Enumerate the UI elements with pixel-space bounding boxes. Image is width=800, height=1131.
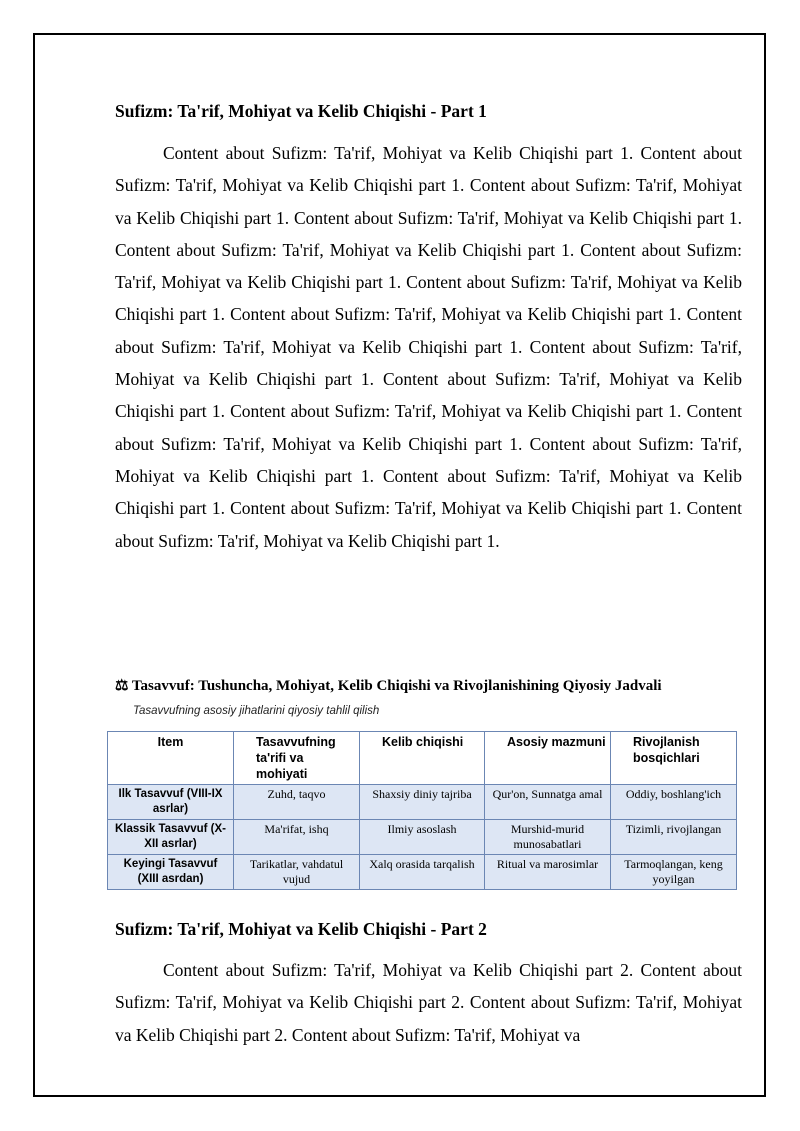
table-cell: Ma'rifat, ishq [234, 820, 360, 855]
table-cell: Oddiy, boshlang'ich [611, 785, 737, 820]
table-row [108, 855, 737, 890]
table-header-cell: Asosiy mazmuni [485, 732, 611, 785]
section-2-paragraph: Content about Sufizm: Ta'rif, Mohiyat va Kelib Chiqishi part 2. Content about Sufizm: Ta'rif, Mohiyat va Kelib Chiqishi part 2. Content about Sufizm: Ta'rif, Mohiyat va Kelib Chiqishi part 2. Content about Sufizm: Ta'rif, Mohiyat va [115, 960, 742, 1045]
section-2-heading: Sufizm: Ta'rif, Mohiyat va Kelib Chiqishi - Part 2 [115, 919, 487, 939]
table-cell: Ilmiy asoslash [360, 820, 485, 855]
table-cell: Shaxsiy diniy tajriba [360, 785, 485, 820]
table-header-cell: Rivojlanish bosqichlari [611, 732, 737, 785]
table-cell: Keyingi Tasavvuf (XIII asrdan) [108, 855, 234, 890]
table-header-row [108, 732, 737, 785]
table-cell: Ilk Tasavvuf (VIII-IX asrlar) [108, 785, 234, 820]
table-row [108, 785, 737, 820]
table-cell: Tizimli, rivojlangan [611, 820, 737, 855]
section-1-heading: Sufizm: Ta'rif, Mohiyat va Kelib Chiqishi - Part 1 [115, 101, 487, 121]
table-header-cell: Item [108, 732, 234, 785]
table-cell: Murshid-murid munosabatlari [485, 820, 611, 855]
table-subtitle: Tasavvufning asosiy jihatlarini qiyosiy tahlil qilish [133, 705, 380, 717]
table-cell: Tarmoqlangan, keng yoyilgan [611, 855, 737, 890]
table-header-cell: Kelib chiqishi [360, 732, 485, 785]
comparison-table [107, 731, 737, 890]
table-cell: Zuhd, taqvo [234, 785, 360, 820]
table-cell: Qur'on, Sunnatga amal [485, 785, 611, 820]
table-cell: Klassik Tasavvuf (X-XII asrlar) [108, 820, 234, 855]
table-row [108, 820, 737, 855]
section-1-paragraph: Content about Sufizm: Ta'rif, Mohiyat va Kelib Chiqishi part 1. Content about Sufizm: Ta'rif, Mohiyat va Kelib Chiqishi part 1. Content about Sufizm: Ta'rif, Mohiyat va Kelib Chiqishi part 1. Content about Sufizm: Ta'rif, Mohiyat va Kelib Chiqishi part 1. Content about Sufizm: Ta'rif, Mohiyat va Kelib Chiqishi part 1. Content about Sufizm: Ta'rif, Mohiyat va Kelib Chiqishi part 1. Content about Sufizm: Ta'rif, Mohiyat va Kelib Chiqishi part 1. Content about Sufizm: Ta'rif, Mohiyat va Kelib Chiqishi part 1. Content about Sufizm: Ta'rif, Mohiyat va Kelib Chiqishi part 1. Content about Sufizm: Ta'rif, Mohiyat va Kelib Chiqishi part 1. Content about Sufizm: Ta'rif, Mohiyat va Kelib Chiqishi part 1. Content about Sufizm: Ta'rif, Mohiyat va Kelib Chiqishi part 1. Content about Sufizm: Ta'rif, Mohiyat va Kelib Chiqishi part 1. Content about Sufizm: Ta'rif, Mohiyat va Kelib Chiqishi part 1. Content about Sufizm: Ta'rif, Mohiyat va Kelib Chiqishi part 1. Content about Sufizm: Ta'rif, Mohiyat va Kelib Chiqishi part 1. Content about Sufizm: Ta'rif, Mohiyat va Kelib Chiqishi part 1. [115, 143, 742, 551]
table-header-cell: Tasavvufning ta'rifi va mohiyati [234, 732, 360, 785]
table-cell: Ritual va marosimlar [485, 855, 611, 890]
table-cell: Tarikatlar, vahdatul vujud [234, 855, 360, 890]
table-caption: ⚖ Tasavvuf: Tushuncha, Mohiyat, Kelib Chiqishi va Rivojlanishining Qiyosiy Jadvali [115, 678, 662, 694]
table-cell: Xalq orasida tarqalish [360, 855, 485, 890]
